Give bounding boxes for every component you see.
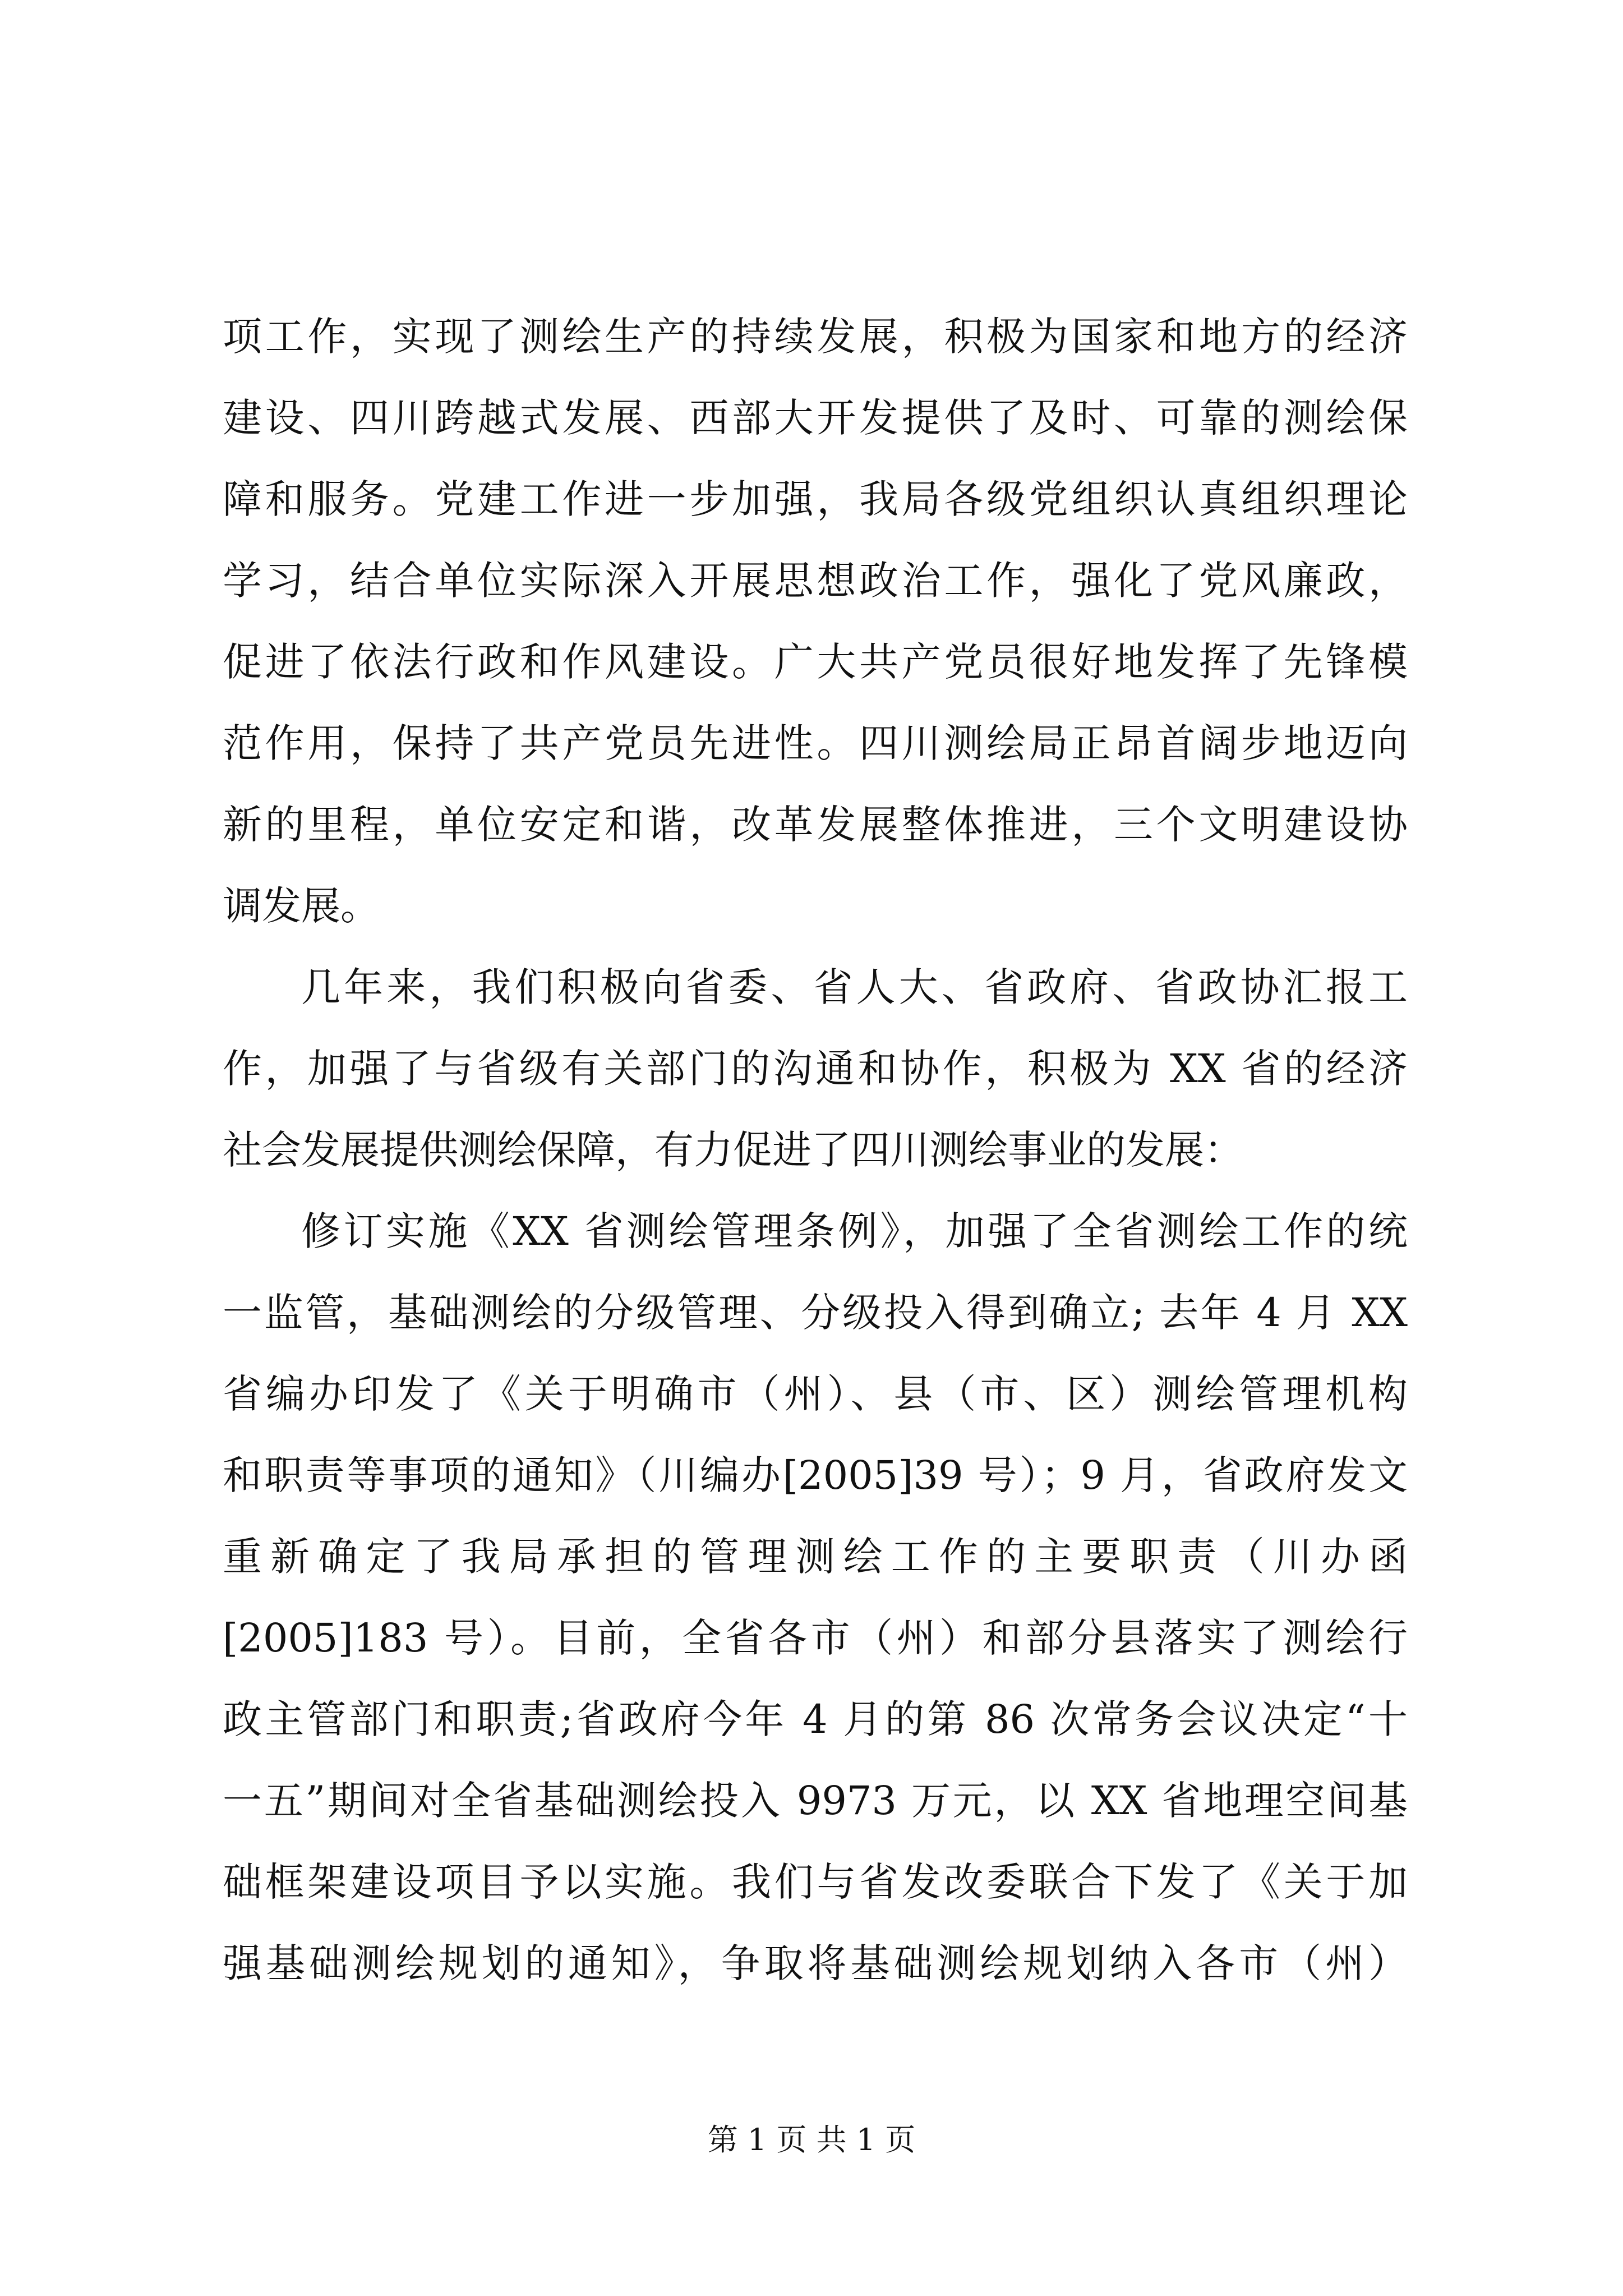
paragraph [223, 947, 1408, 1191]
text-line: 础框架建设项目予以实施。我们与省发改委联合下发了《关于加 [223, 1859, 1408, 1905]
text-line: 学习，结合单位实际深入开展思想政治工作，强化了党风廉政， [223, 558, 1408, 604]
text-line: 社会发展提供测绘保障，有力促进了四川测绘事业的发展： [223, 1127, 1243, 1173]
paragraph [223, 296, 1408, 947]
text-line: 新的里程，单位安定和谐，改革发展整体推进，三个文明建设协 [223, 802, 1408, 848]
text-line: 和职责等事项的通知》（川编办[2005]39 号）；9 月，省政府发文 [223, 1452, 1408, 1498]
text-line: 一五”期间对全省基础测绘投入 9973 万元，以 XX 省地理空间基 [223, 1778, 1408, 1824]
text-line: 作，加强了与省级有关部门的沟通和协作，积极为 XX 省的经济 [223, 1046, 1408, 1092]
text-line: 重新确定了我局承担的管理测绘工作的主要职责（川办函 [223, 1534, 1408, 1580]
text-line: 调发展。 [223, 883, 380, 929]
paragraph [223, 1191, 1408, 2004]
text-line: 建设、四川跨越式发展、西部大开发提供了及时、可靠的测绘保 [223, 395, 1408, 441]
text-line: 范作用，保持了共产党员先进性。四川测绘局正昂首阔步地迈向 [223, 720, 1408, 766]
text-line: 几年来，我们积极向省委、省人大、省政府、省政协汇报工 [301, 964, 1408, 1010]
text-line: 修订实施《XX 省测绘管理条例》，加强了全省测绘工作的统 [301, 1208, 1408, 1254]
text-line: 促进了依法行政和作风建设。广大共产党员很好地发挥了先锋模 [223, 639, 1408, 685]
page-number-label: 第 1 页 共 1 页 [707, 2122, 916, 2157]
text-line: 强基础测绘规划的通知》，争取将基础测绘规划纳入各市（州） [223, 1940, 1408, 1986]
text-line: 省编办印发了《关于明确市（州）、县（市、区）测绘管理机构 [223, 1371, 1408, 1417]
text-line: 政主管部门和职责;省政府今年 4 月的第 86 次常务会议决定“十 [223, 1696, 1408, 1742]
text-line: 项工作，实现了测绘生产的持续发展，积极为国家和地方的经济 [223, 314, 1408, 360]
text-line: 一监管，基础测绘的分级管理、分级投入得到确立; 去年 4 月 XX [223, 1290, 1408, 1336]
document-body [223, 296, 1408, 2004]
text-line: [2005]183 号）。目前，全省各市（州）和部分县落实了测绘行 [223, 1615, 1408, 1661]
page-footer [0, 2123, 1623, 2157]
text-line: 障和服务。党建工作进一步加强，我局各级党组织认真组织理论 [223, 476, 1408, 522]
